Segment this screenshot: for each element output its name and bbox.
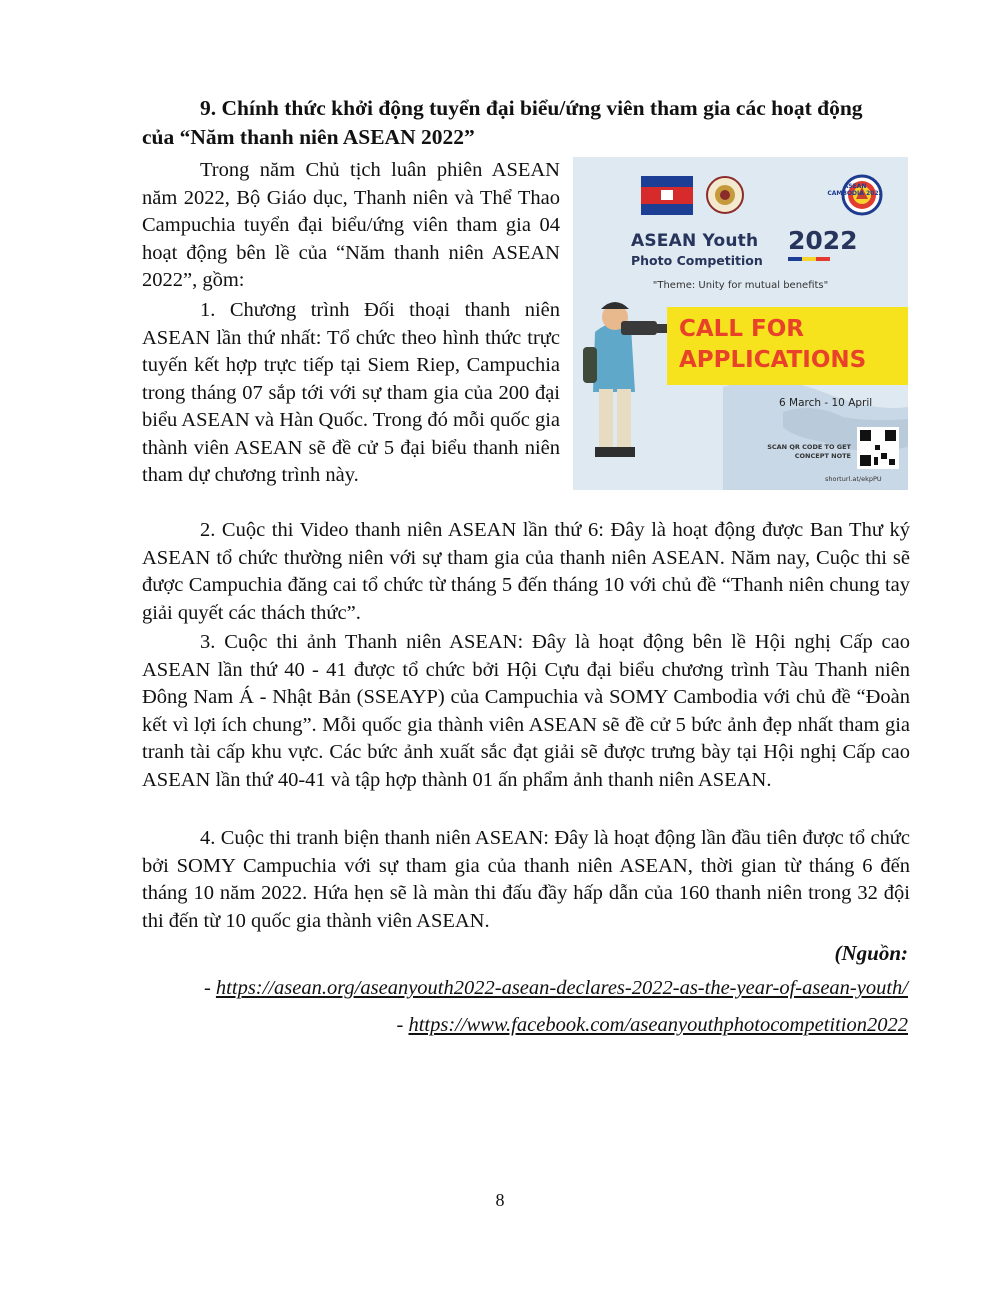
source-link-1[interactable]: https://asean.org/aseanyouth2022-asean-declares-2022-as-the-year-of-asean-youth/ [215, 977, 908, 999]
emblem-icon [707, 177, 743, 213]
call-line-2: APPLICATIONS [679, 347, 867, 373]
call-for-applications [679, 314, 866, 376]
heading-line-2: của “Năm thanh niên ASEAN 2022” [142, 125, 475, 149]
qr-code-icon [857, 427, 899, 469]
source-link-2[interactable]: https://www.facebook.com/aseanyouthphotocompetition2022 [408, 1014, 908, 1036]
source-label: (Nguồn: [834, 941, 908, 965]
poster-year: 2022 [788, 226, 858, 255]
intro-paragraph: Trong năm Chủ tịch luân phiên ASEAN năm 2022, Bộ Giáo dục, Thanh niên và Thể Thao Campuchia tuyển đại biểu/ứng viên tham gia 04 hoạt động bên lề của “Năm thanh niên ASEAN 2022”, gồm: [142, 159, 560, 291]
source-1-prefix: - [203, 977, 216, 999]
photo-competition-poster [573, 157, 908, 490]
asean-logo-text: ASEAN CAMBODIA 2022 [827, 183, 883, 197]
heading-line-1: 9. Chính thức khởi động tuyển đại biểu/ứng viên tham gia các hoạt động [200, 96, 863, 120]
call-line-1: CALL FOR [679, 316, 804, 342]
source-line-1 [204, 977, 908, 1000]
page-number: 8 [495, 1190, 505, 1210]
item-3-paragraph: 3. Cuộc thi ảnh Thanh niên ASEAN: Đây là hoạt động bên lề Hội nghị Cấp cao ASEAN lần thứ 40 - 41 được tổ chức bởi Hội Cựu đại biểu chương trình Tàu Thanh niên Đông Nam Á - Nhật Bản (SSEAYP) của Campuchia và SOMY Cambodia với chủ đề “Đoàn kết vì lợi ích chung”. Mỗi quốc gia thành viên ASEAN sẽ đề cử 5 bức ảnh đẹp nhất tham gia tranh tài cấp khu vực. Các bức ảnh xuất sắc đạt giải sẽ được trưng bày tại Hội nghị Cấp cao ASEAN lần thứ 40-41 và tập hợp thành 01 ấn phẩm ảnh thanh niên ASEAN. [142, 631, 910, 791]
item-1-paragraph: 1. Chương trình Đối thoại thanh niên ASEAN lần thứ nhất: Tổ chức theo hình thức trực tuyến kết hợp trực tiếp tại Siem Riep, Campuchia trong tháng 07 sắp tới với sự tham gia của 200 đại biểu ASEAN và Hàn Quốc. Trong đó mỗi quốc gia thành viên ASEAN sẽ đề cử 5 đại biểu thanh niên tham dự chương trình này. [142, 299, 560, 486]
section-heading [142, 94, 910, 152]
poster-scan-text: SCAN QR CODE TO GET CONCEPT NOTE [767, 443, 851, 460]
poster-subtitle: Photo Competition [631, 253, 763, 268]
poster-url: shorturl.at/ekpPU [825, 475, 882, 483]
poster-theme: "Theme: Unity for mutual benefits" [652, 280, 829, 291]
poster-title: ASEAN Youth [631, 231, 759, 251]
item-4-paragraph: 4. Cuộc thi tranh biện thanh niên ASEAN: Đây là hoạt động lần đầu tiên được tổ chức bởi SOMY Campuchia với sự tham gia của thanh niên ASEAN, thời gian từ tháng 6 đến tháng 10 năm 2022. Hứa hẹn sẽ là màn thi đấu đầy hấp dẫn của 160 thanh niên trong 32 đội thi đến từ 10 quốc gia thành viên ASEAN. [142, 827, 910, 932]
item-2-paragraph: 2. Cuộc thi Video thanh niên ASEAN lần thứ 6: Đây là hoạt động được Ban Thư ký ASEAN tổ chức thường niên với sự tham gia của thanh niên ASEAN. Năm nay, Cuộc thi sẽ được Campuchia đăng cai tổ chức từ tháng 5 đến tháng 10 với chủ đề “Thanh niên chung tay giải quyết các thách thức”. [142, 519, 910, 624]
source-2-prefix: - [396, 1014, 409, 1036]
cambodia-flag-icon [641, 176, 693, 215]
poster-dates: 6 March - 10 April [779, 397, 873, 409]
source-line-2 [397, 1014, 908, 1037]
